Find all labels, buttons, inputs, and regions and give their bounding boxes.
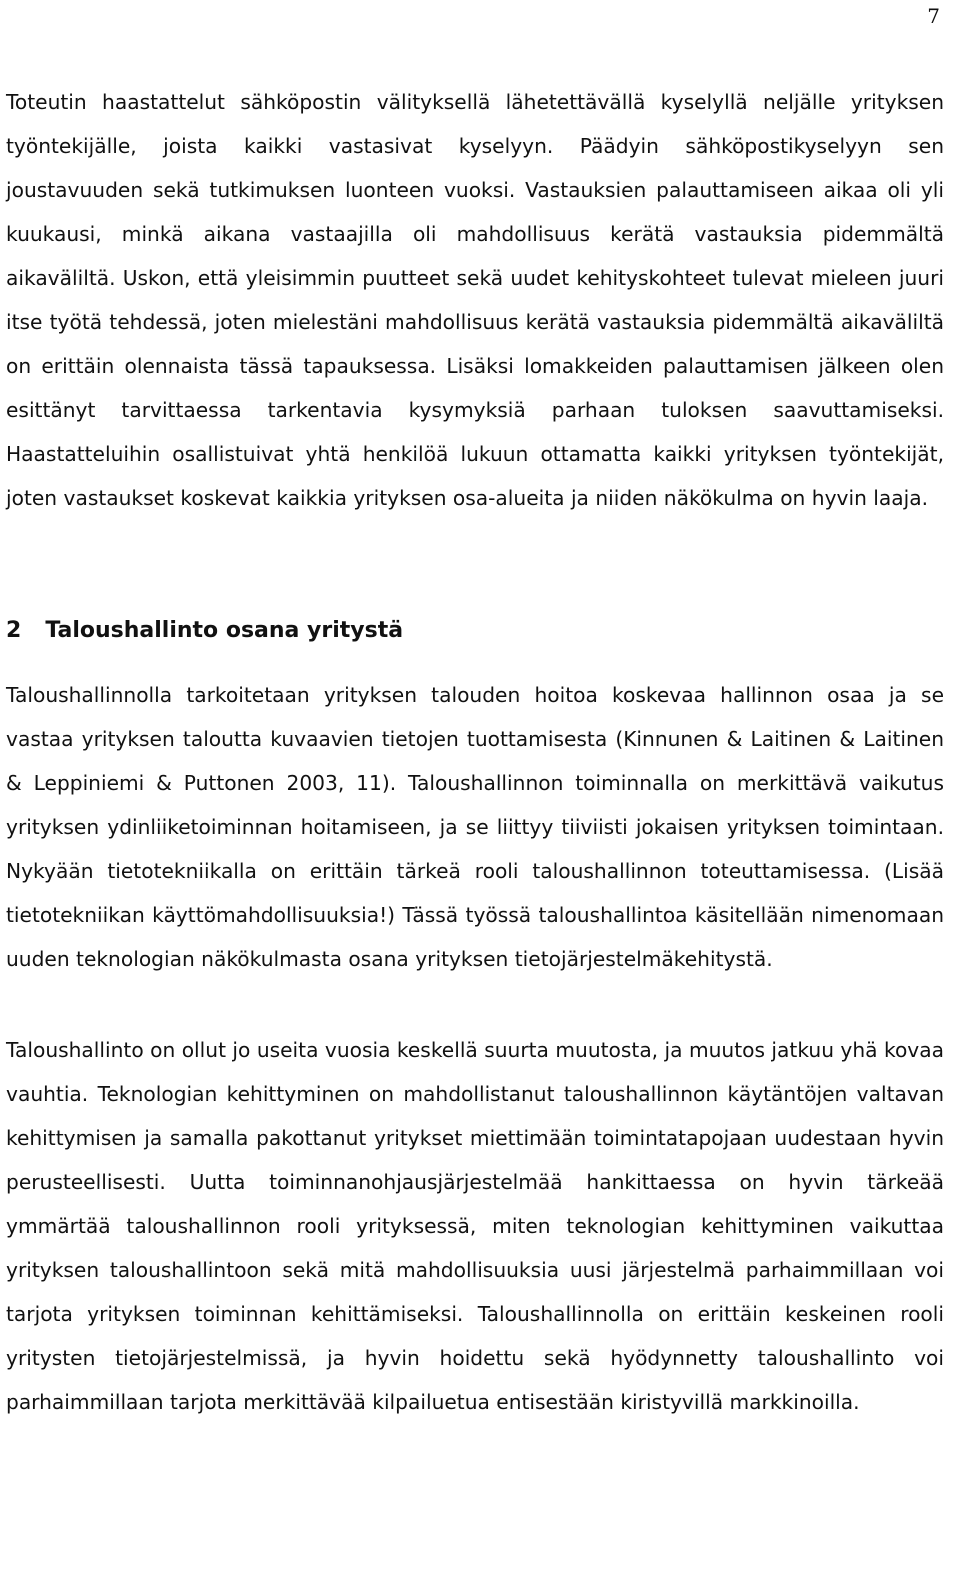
section-heading	[6, 616, 944, 646]
section-title: Taloushallinto osana yritystä	[45, 618, 404, 643]
document-body	[6, 80, 944, 1424]
paragraph-change: Taloushallinto on ollut jo useita vuosia keskellä suurta muutosta, ja muutos jatkuu yhä kovaa vauhtia. Teknologian kehittyminen on mahdollistanut taloushallinnon käytäntöjen valtavan kehittymisen ja samalla pakottanut yritykset miettimään toimintatapojaan uudestaan hyvin perusteellisesti. Uutta toiminnanohjausjärjestelmää hankittaessa on hyvin tärkeää ymmärtää taloushallinnon rooli yrityksessä, miten teknologian kehittyminen vaikuttaa yrityksen taloushallintoon sekä mitä mahdollisuuksia uusi järjestelmä parhaimmillaan voi tarjota yrityksen toiminnan kehittämiseksi. Taloushallinnolla on erittäin keskeinen rooli yritysten tietojärjestelmissä, ja hyvin hoidettu sekä hyödynnetty taloushallinto voi parhaimmillaan tarjota merkittävää kilpailuetua entisestään kiristyvillä markkinoilla.	[6, 1038, 944, 1414]
section-number: 2	[6, 618, 22, 643]
paragraph-interview-method: Toteutin haastattelut sähköpostin välityksellä lähetettävällä kyselyllä neljälle yrityksen työntekijälle, joista kaikki vastasivat kyselyyn. Päädyin sähköpostikyselyyn sen joustavuuden sekä tutkimuksen luonteen vuoksi. Vastauksien palauttamiseen aikaa oli yli kuukausi, minkä aikana vastaajilla oli mahdollisuus kerätä vastauksia pidemmältä aikaväliltä. Uskon, että yleisimmin puutteet sekä uudet kehityskohteet tulevat mieleen juuri itse työtä tehdessä, joten mielestäni mahdollisuus kerätä vastauksia pidemmältä aikaväliltä on erittäin olennaista tässä tapauksessa. Lisäksi lomakkeiden palauttamisen jälkeen olen esittänyt tarvittaessa tarkentavia kysymyksiä parhaan tuloksen saavuttamiseksi. Haastatteluihin osallistuivat yhtä henkilöä lukuun ottamatta kaikki yrityksen työntekijät, joten vastaukset koskevat kaikkia yrityksen osa-alueita ja niiden näkökulma on hyvin laaja.	[6, 90, 944, 510]
page-number: 7	[927, 4, 940, 28]
paragraph-definition: Taloushallinnolla tarkoitetaan yrityksen talouden hoitoa koskevaa hallinnon osaa ja se vastaa yrityksen taloutta kuvaavien tietojen tuottamisesta (Kinnunen & Laitinen & Laitinen & Leppiniemi & Puttonen 2003, 11). Taloushallinnon toiminnalla on merkittävä vaikutus yrityksen ydinliiketoiminnan hoitamiseen, ja se liittyy tiiviisti jokaisen yrityksen toimintaan. Nykyään tietotekniikalla on erittäin tärkeä rooli taloushallinnon toteuttamisessa. (Lisää tietotekniikan käyttömahdollisuuksia!) Tässä työssä taloushallintoa käsitellään nimenomaan uuden teknologian näkökulmasta osana yrityksen tietojärjestelmäkehitystä.	[6, 683, 944, 971]
